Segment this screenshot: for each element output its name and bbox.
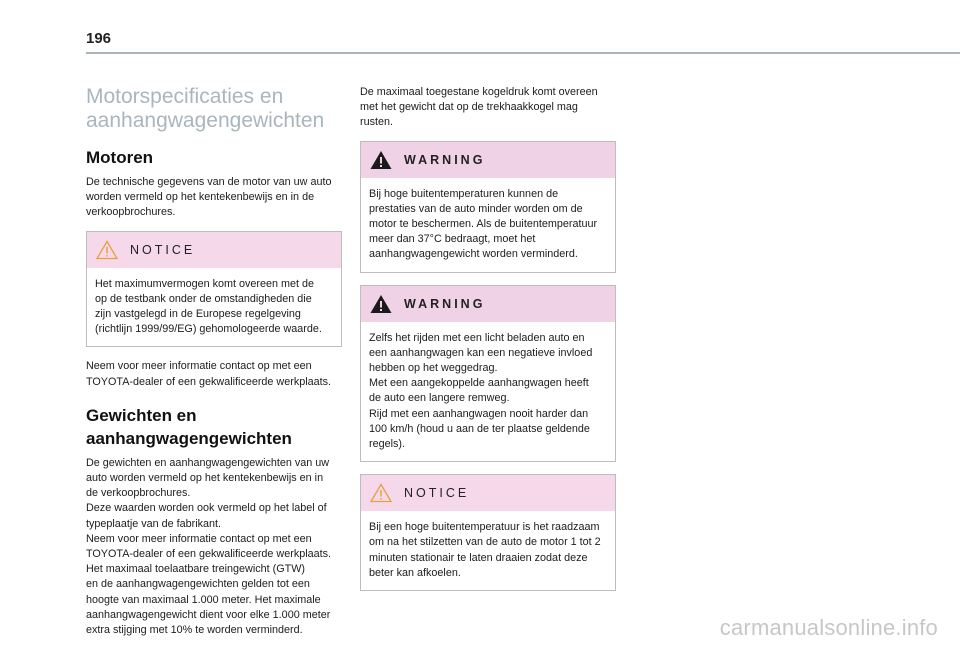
text-line: Neem voor meer informatie contact op met een bbox=[86, 532, 312, 545]
text-line: prestaties van de auto minder worden om de bbox=[369, 202, 583, 215]
page-number: 196 bbox=[86, 30, 112, 47]
text-line: regels). bbox=[369, 438, 406, 451]
notice-text bbox=[361, 511, 615, 590]
text-line: de verkoopbrochures. bbox=[86, 487, 191, 500]
text-line: Rijd met een aanhangwagen nooit harder dan bbox=[369, 407, 589, 420]
text-line: Met een aangekoppelde aanhangwagen heeft bbox=[369, 377, 589, 390]
text-line: hebben op het weggedrag. bbox=[369, 362, 498, 375]
page-title-line: aanhangwagengewichten bbox=[86, 109, 325, 132]
text-line: met het gewicht dat op de trekhaakkogel mag bbox=[360, 101, 578, 114]
engines-paragraph bbox=[86, 175, 342, 221]
warning-label: WARNING bbox=[404, 296, 486, 311]
text-line: typeplaatje van de fabrikant. bbox=[86, 517, 222, 530]
section-heading-engines: Motoren bbox=[86, 148, 154, 167]
heading-line: aanhangwagengewichten bbox=[86, 428, 292, 448]
text-line: aanhangwagengewicht dient voor elke 1.000 meter bbox=[86, 608, 331, 621]
text-line: TOYOTA-dealer of een gekwalificeerde werkplaats. bbox=[86, 548, 332, 561]
text-line: meer dan 37°C bedraagt, moet het bbox=[369, 233, 536, 246]
left-column bbox=[86, 85, 342, 638]
text-line: beter kan afkoelen. bbox=[369, 566, 461, 579]
text-line: aanhangwagengewicht worden verminderd. bbox=[369, 248, 578, 261]
dealer-paragraph bbox=[86, 359, 342, 389]
notice-box bbox=[86, 231, 342, 348]
warning-label: WARNING bbox=[404, 152, 486, 167]
text-line: een aanhangwagen kan een negatieve invloed bbox=[369, 346, 593, 359]
page-title bbox=[86, 85, 342, 133]
text-line: Deze waarden worden ook vermeld op het label of bbox=[86, 502, 327, 515]
text-line: Het maximaal toelaatbare treingewicht (GTW) bbox=[86, 563, 306, 576]
watermark: carmanualsonline.info bbox=[719, 615, 938, 640]
section-heading-weights bbox=[86, 404, 342, 450]
warning-triangle-icon bbox=[370, 294, 392, 314]
text-line: auto worden vermeld op het kentekenbewijs en in bbox=[86, 472, 324, 485]
notice-label: NOTICE bbox=[130, 242, 196, 257]
text-line: en de aanhangwagengewichten gelden tot een bbox=[86, 578, 310, 591]
notice-text bbox=[87, 268, 341, 347]
heading-line: Gewichten en bbox=[86, 405, 197, 425]
text-line: De maximaal toegestane kogeldruk komt overeen bbox=[360, 86, 598, 98]
warning-triangle-icon bbox=[370, 150, 392, 170]
text-line: De gewichten en aanhangwagengewichten van uw bbox=[86, 456, 330, 469]
warning-box-header bbox=[361, 286, 615, 322]
text-line: worden vermeld op het kentekenbewijs en in de bbox=[86, 191, 315, 204]
right-column bbox=[360, 85, 616, 603]
notice-box-header bbox=[361, 475, 615, 511]
text-line: (richtlijn 1999/99/EG) gehomologeerde waarde. bbox=[95, 323, 322, 336]
text-line: 100 km/h (houd u aan de ter plaatse geldende bbox=[369, 422, 590, 435]
text-line: minuten stationair te laten draaien zodat deze bbox=[369, 551, 588, 564]
warning-box bbox=[360, 285, 616, 463]
text-line: Bij een hoge buitentemperatuur is het raadzaam bbox=[369, 521, 600, 534]
top-rule bbox=[86, 52, 960, 54]
text-line: zijn vastgelegd in de Europese regelgeving bbox=[95, 308, 301, 321]
text-line: Neem voor meer informatie contact op met een bbox=[86, 360, 312, 373]
warning-text bbox=[361, 178, 615, 272]
warning-text bbox=[361, 322, 615, 462]
text-line: Zelfs het rijden met een licht beladen auto en bbox=[369, 331, 585, 344]
text-line: om na het stilzetten van de auto de motor 1 tot 2 bbox=[369, 536, 601, 549]
text-line: Het maximumvermogen komt overeen met de bbox=[95, 277, 315, 290]
page-title-line: Motorspecificaties en bbox=[86, 85, 284, 108]
text-line: TOYOTA-dealer of een gekwalificeerde werkplaats. bbox=[86, 375, 332, 388]
notice-box bbox=[360, 474, 616, 591]
caution-triangle-icon bbox=[96, 240, 118, 260]
text-line: op de testbank onder de omstandigheden die bbox=[95, 292, 312, 305]
weights-paragraph bbox=[86, 456, 342, 638]
text-line: De technische gegevens van de motor van uw auto bbox=[86, 176, 332, 188]
text-line: extra stijging met 10% te worden verminderd. bbox=[86, 624, 303, 637]
notice-label: NOTICE bbox=[404, 486, 470, 501]
text-line: verkoopbrochures. bbox=[86, 206, 176, 219]
text-line: Bij hoge buitentemperaturen kunnen de bbox=[369, 187, 559, 200]
warning-box-header bbox=[361, 142, 615, 178]
caution-triangle-icon bbox=[370, 483, 392, 503]
ball-load-paragraph bbox=[360, 85, 616, 131]
text-line: de auto een langere remweg. bbox=[369, 392, 510, 405]
text-line: rusten. bbox=[360, 116, 394, 129]
notice-box-header bbox=[87, 232, 341, 268]
warning-box bbox=[360, 141, 616, 273]
text-line: motor te beschermen. Als de buitentemperatuur bbox=[369, 218, 598, 231]
text-line: hoogte van maximaal 1.000 meter. Het maximale bbox=[86, 593, 321, 606]
